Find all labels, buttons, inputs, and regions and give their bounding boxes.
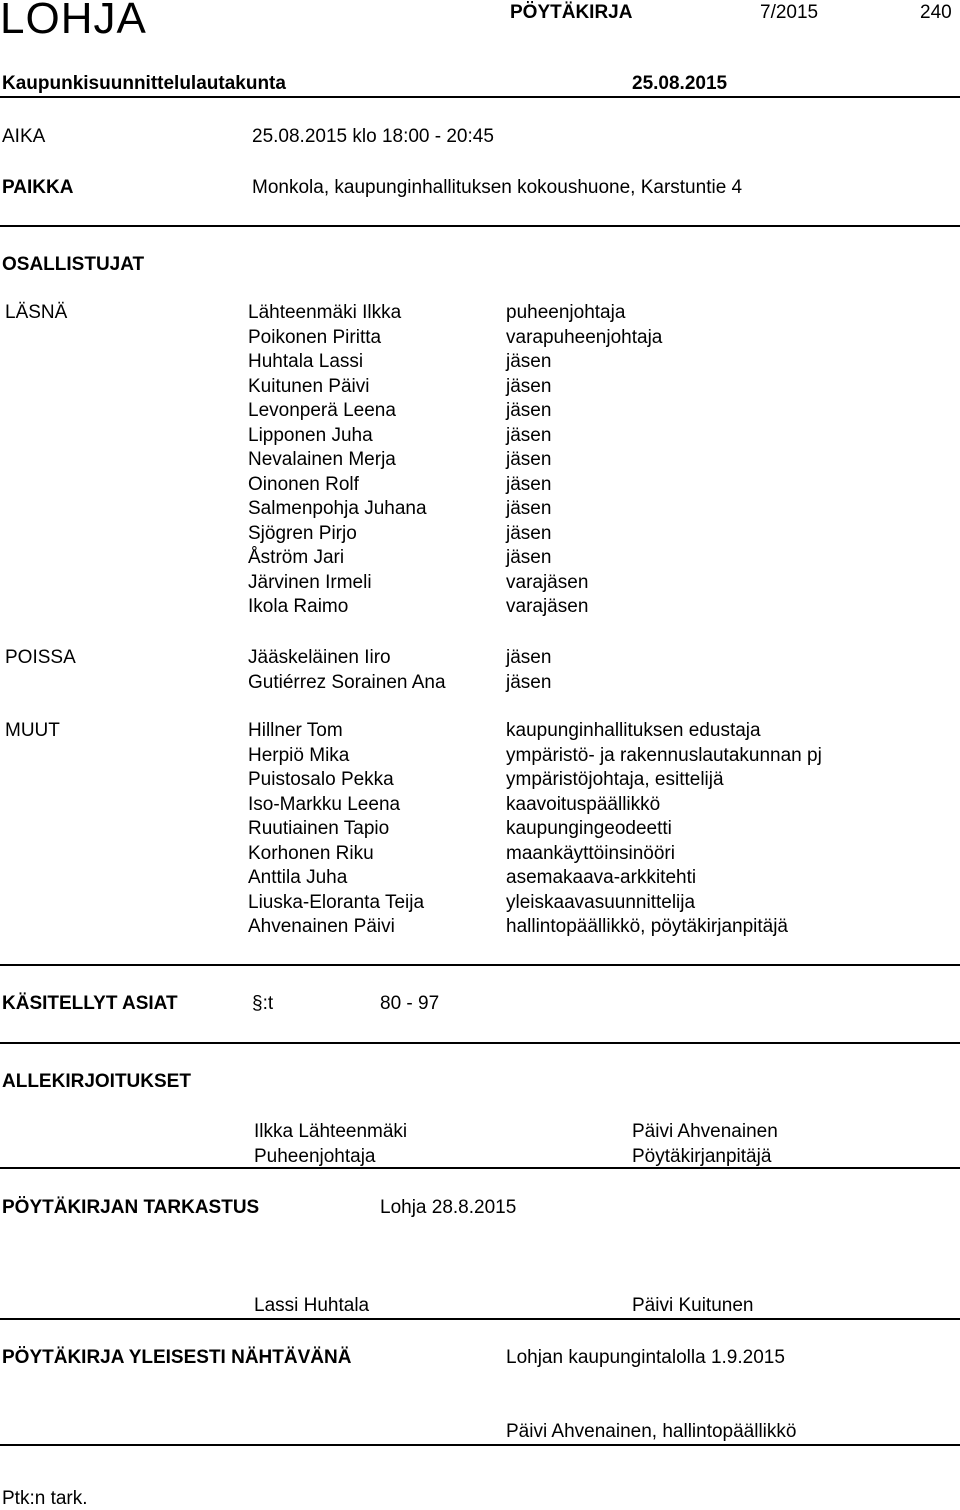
present-roles [506, 301, 662, 620]
present-name: Levonperä Leena [248, 400, 396, 421]
other-name: Iso-Markku Leena [248, 793, 401, 815]
other-role: hallintopäällikkö, pöytäkirjanpitäjä [506, 916, 789, 937]
doc-number: 7/2015 [760, 2, 819, 23]
present-role: jäsen [506, 375, 552, 397]
reviewer1-name: Lassi Huhtala [254, 1295, 370, 1316]
present-role: jäsen [506, 522, 552, 544]
other-name: Korhonen Riku [248, 842, 374, 864]
absent-roles [506, 646, 551, 695]
other-role: asemakaava-arkkitehti [506, 867, 697, 888]
items-range: 80 - 97 [380, 993, 440, 1014]
present-role: jäsen [506, 351, 552, 372]
present-name: Kuitunen Päivi [248, 375, 370, 397]
present-name: Huhtala Lassi [248, 351, 364, 372]
items-label: KÄSITELLYT ASIAT [2, 993, 178, 1014]
organ-name: Kaupunkisuunnittelulautakunta [2, 73, 286, 94]
other-role: ympäristöjohtaja, esittelijä [506, 769, 724, 790]
other-role: yleiskaavasuunnittelija [506, 891, 696, 913]
public-display-label: PÖYTÄKIRJA YLEISESTI NÄHTÄVÄNÄ [2, 1347, 352, 1368]
chair-title: Puheenjohtaja [254, 1146, 376, 1167]
public-display-divider [0, 1444, 960, 1446]
review-place-date: Lohja 28.8.2015 [380, 1197, 517, 1218]
reviewer2-name: Päivi Kuitunen [632, 1295, 754, 1316]
signatures-divider [0, 1167, 960, 1169]
present-role: jäsen [506, 424, 552, 446]
present-name: Ikola Raimo [248, 596, 349, 617]
doc-type: PÖYTÄKIRJA [510, 2, 633, 23]
other-name: Liuska-Eloranta Teija [248, 891, 425, 913]
other-role: maankäyttöinsinööri [506, 842, 675, 864]
present-name: Järvinen Irmeli [248, 571, 372, 593]
place-value: Monkola, kaupunginhallituksen kokoushuone, Karstuntie 4 [252, 177, 743, 198]
present-name: Sjögren Pirjo [248, 522, 357, 544]
review-divider [0, 1318, 960, 1320]
absent-name: Gutiérrez Sorainen Ana [248, 671, 446, 693]
signatures-label: ALLEKIRJOITUKSET [2, 1071, 191, 1092]
present-name: Oinonen Rolf [248, 473, 359, 495]
present-role: varapuheenjohtaja [506, 326, 663, 348]
participants-divider [0, 964, 960, 966]
absent-names [248, 646, 446, 695]
public-display-value: Lohjan kaupungintalolla 1.9.2015 [506, 1347, 785, 1368]
absent-name: Jääskeläinen Iiro [248, 647, 391, 668]
meeting-divider [0, 225, 960, 227]
others-roles [506, 719, 822, 940]
review-label: PÖYTÄKIRJAN TARKASTUS [2, 1197, 260, 1218]
present-names [248, 301, 427, 620]
items-divider [0, 1042, 960, 1044]
present-role: puheenjohtaja [506, 302, 626, 323]
secretary-name: Päivi Ahvenainen [632, 1121, 778, 1142]
present-role: jäsen [506, 547, 552, 568]
secretary-title: Pöytäkirjanpitäjä [632, 1146, 772, 1167]
present-role: varajäsen [506, 596, 589, 617]
participants-title: OSALLISTUJAT [2, 254, 145, 275]
chair-name: Ilkka Lähteenmäki [254, 1121, 408, 1142]
other-role: ympäristö- ja rakennuslautakunnan pj [506, 744, 822, 766]
other-name: Herpiö Mika [248, 744, 350, 766]
present-role: jäsen [506, 473, 552, 495]
present-name: Nevalainen Merja [248, 449, 396, 470]
other-role: kaavoituspäällikkö [506, 793, 661, 815]
present-role: varajäsen [506, 571, 589, 593]
present-name: Åström Jari [248, 547, 345, 568]
lohja-logo: LOHJA [0, 0, 147, 43]
absent-label: POISSA [5, 647, 76, 668]
other-name: Ahvenainen Päivi [248, 916, 395, 937]
public-display-signer: Päivi Ahvenainen, hallintopäällikkö [506, 1421, 797, 1442]
absent-role: jäsen [506, 671, 552, 693]
header-divider [0, 96, 960, 98]
present-name: Salmenpohja Juhana [248, 498, 427, 519]
present-role: jäsen [506, 400, 552, 421]
time-label: AIKA [2, 126, 46, 147]
present-name: Poikonen Piritta [248, 326, 382, 348]
absent-role: jäsen [506, 647, 552, 668]
other-name: Anttila Juha [248, 867, 348, 888]
other-role: kaupunginhallituksen edustaja [506, 720, 761, 741]
other-name: Ruutiainen Tapio [248, 818, 390, 839]
time-value: 25.08.2015 klo 18:00 - 20:45 [252, 126, 494, 147]
others-label: MUUT [5, 720, 60, 741]
others-names [248, 719, 424, 940]
present-role: jäsen [506, 498, 552, 519]
page-number: 240 [920, 2, 952, 23]
other-name: Hillner Tom [248, 720, 343, 741]
present-label: LÄSNÄ [5, 302, 68, 323]
place-label: PAIKKA [2, 177, 74, 198]
other-name: Puistosalo Pekka [248, 769, 394, 790]
items-section-symbol: §:t [252, 993, 274, 1014]
header-date: 25.08.2015 [632, 73, 728, 94]
present-role: jäsen [506, 449, 552, 470]
present-name: Lähteenmäki Ilkka [248, 302, 402, 323]
present-name: Lipponen Juha [248, 424, 373, 446]
footer-note: Ptk:n tark. [2, 1488, 88, 1509]
other-role: kaupungingeodeetti [506, 818, 672, 839]
